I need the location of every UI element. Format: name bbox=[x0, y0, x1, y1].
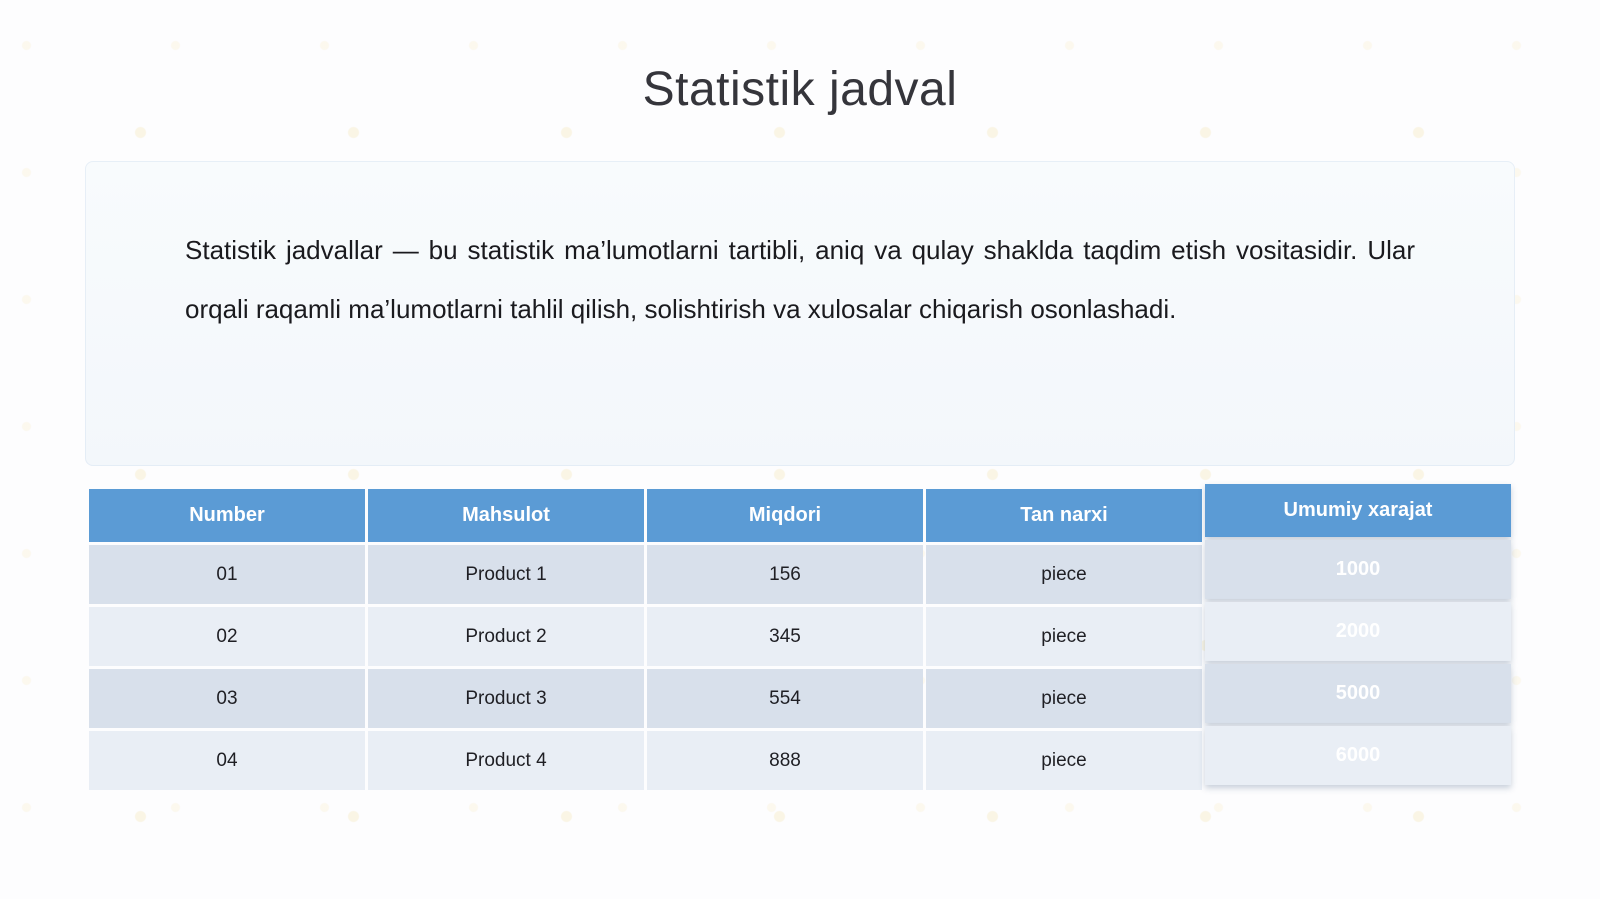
cell-miqdori: 554 bbox=[647, 669, 923, 728]
cell-miqdori: 345 bbox=[647, 607, 923, 666]
statistics-table bbox=[86, 486, 1514, 793]
description-panel bbox=[85, 161, 1515, 466]
cell-umumiy-xarajat: 2000 bbox=[1205, 602, 1511, 661]
cell-tan-narxi: piece bbox=[926, 607, 1202, 666]
cell-umumiy-xarajat: 6000 bbox=[1205, 726, 1511, 785]
cell-tan-narxi: piece bbox=[926, 669, 1202, 728]
column-header-miqdori: Miqdori bbox=[647, 489, 923, 542]
page-title: Statistik jadval bbox=[642, 63, 958, 116]
cell-tan-narxi: piece bbox=[926, 731, 1202, 790]
cell-mahsulot: Product 3 bbox=[368, 669, 644, 728]
table-header-row bbox=[89, 489, 1511, 542]
column-header-number: Number bbox=[89, 489, 365, 542]
cell-number: 04 bbox=[89, 731, 365, 790]
cell-mahsulot: Product 2 bbox=[368, 607, 644, 666]
description-text: Statistik jadvallar — bu statistik ma’lumotlarni tartibli, aniq va qulay shaklda taqdim etish vositasidir. Ular orqali raqamli ma’lumotlarni tahlil qilish, solishtirish va xulosalar chiqarish osonlashadi. bbox=[185, 235, 1415, 324]
cell-number: 01 bbox=[89, 545, 365, 604]
cell-number: 02 bbox=[89, 607, 365, 666]
cell-mahsulot: Product 4 bbox=[368, 731, 644, 790]
column-header-umumiy-xarajat: Umumiy xarajat bbox=[1205, 484, 1511, 537]
cell-number: 03 bbox=[89, 669, 365, 728]
table-row bbox=[89, 607, 1511, 666]
cell-miqdori: 156 bbox=[647, 545, 923, 604]
column-header-tan-narxi: Tan narxi bbox=[926, 489, 1202, 542]
table-row bbox=[89, 731, 1511, 790]
column-header-mahsulot: Mahsulot bbox=[368, 489, 644, 542]
cell-umumiy-xarajat: 1000 bbox=[1205, 540, 1511, 599]
cell-tan-narxi: piece bbox=[926, 545, 1202, 604]
cell-mahsulot: Product 1 bbox=[368, 545, 644, 604]
table-row bbox=[89, 545, 1511, 604]
cell-umumiy-xarajat: 5000 bbox=[1205, 664, 1511, 723]
cell-miqdori: 888 bbox=[647, 731, 923, 790]
table-row bbox=[89, 669, 1511, 728]
